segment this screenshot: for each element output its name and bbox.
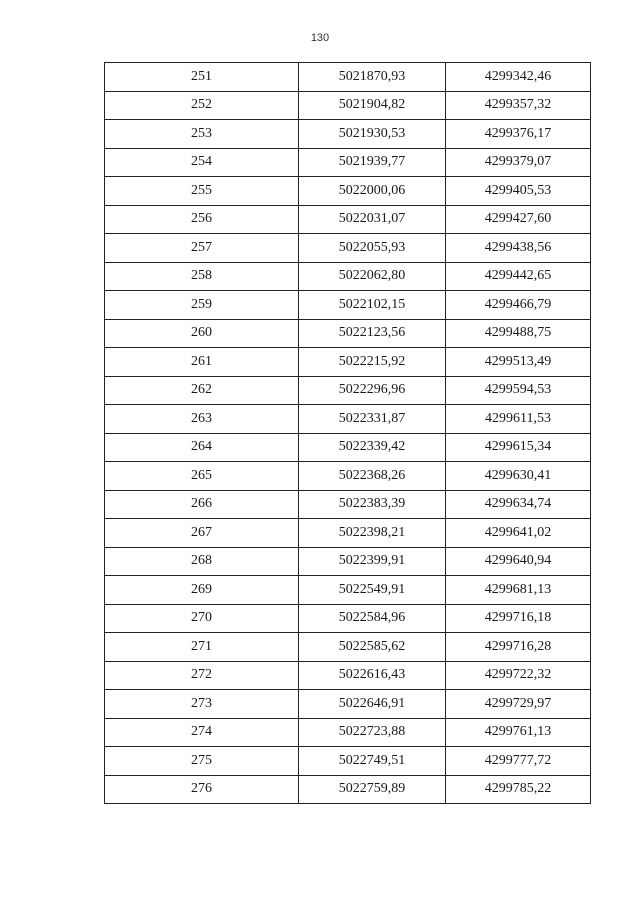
x-coordinate-cell: 5022296,96 — [299, 376, 446, 405]
point-number-cell: 251 — [105, 63, 299, 92]
point-number-cell: 256 — [105, 205, 299, 234]
x-coordinate-cell: 5022062,80 — [299, 262, 446, 291]
point-number-cell: 261 — [105, 348, 299, 377]
table-row — [105, 262, 591, 291]
table-row — [105, 205, 591, 234]
x-coordinate-cell: 5022339,42 — [299, 433, 446, 462]
y-coordinate-cell: 4299342,46 — [446, 63, 591, 92]
y-coordinate-cell: 4299379,07 — [446, 148, 591, 177]
x-coordinate-cell: 5022585,62 — [299, 633, 446, 662]
table-row — [105, 633, 591, 662]
page-number: 130 — [310, 32, 330, 44]
y-coordinate-cell: 4299405,53 — [446, 177, 591, 206]
x-coordinate-cell: 5022646,91 — [299, 690, 446, 719]
x-coordinate-cell: 5022399,91 — [299, 547, 446, 576]
point-number-cell: 252 — [105, 91, 299, 120]
table-row — [105, 234, 591, 263]
x-coordinate-cell: 5022000,06 — [299, 177, 446, 206]
y-coordinate-cell: 4299785,22 — [446, 775, 591, 804]
x-coordinate-cell: 5022055,93 — [299, 234, 446, 263]
point-number-cell: 274 — [105, 718, 299, 747]
x-coordinate-cell: 5021930,53 — [299, 120, 446, 149]
table-row — [105, 547, 591, 576]
y-coordinate-cell: 4299427,60 — [446, 205, 591, 234]
y-coordinate-cell: 4299594,53 — [446, 376, 591, 405]
table-row — [105, 376, 591, 405]
x-coordinate-cell: 5022215,92 — [299, 348, 446, 377]
point-number-cell: 264 — [105, 433, 299, 462]
table-row — [105, 462, 591, 491]
point-number-cell: 276 — [105, 775, 299, 804]
point-number-cell: 263 — [105, 405, 299, 434]
point-number-cell: 272 — [105, 661, 299, 690]
y-coordinate-cell: 4299513,49 — [446, 348, 591, 377]
point-number-cell: 253 — [105, 120, 299, 149]
x-coordinate-cell: 5022584,96 — [299, 604, 446, 633]
x-coordinate-cell: 5022123,56 — [299, 319, 446, 348]
y-coordinate-cell: 4299438,56 — [446, 234, 591, 263]
point-number-cell: 266 — [105, 490, 299, 519]
x-coordinate-cell: 5022031,07 — [299, 205, 446, 234]
y-coordinate-cell: 4299716,18 — [446, 604, 591, 633]
x-coordinate-cell: 5022368,26 — [299, 462, 446, 491]
point-number-cell: 267 — [105, 519, 299, 548]
y-coordinate-cell: 4299442,65 — [446, 262, 591, 291]
y-coordinate-cell: 4299630,41 — [446, 462, 591, 491]
point-number-cell: 254 — [105, 148, 299, 177]
point-number-cell: 258 — [105, 262, 299, 291]
x-coordinate-cell: 5022759,89 — [299, 775, 446, 804]
coordinates-table-body — [105, 63, 591, 804]
point-number-cell: 269 — [105, 576, 299, 605]
x-coordinate-cell: 5022549,91 — [299, 576, 446, 605]
table-row — [105, 433, 591, 462]
point-number-cell: 275 — [105, 747, 299, 776]
y-coordinate-cell: 4299761,13 — [446, 718, 591, 747]
x-coordinate-cell: 5021939,77 — [299, 148, 446, 177]
x-coordinate-cell: 5022102,15 — [299, 291, 446, 320]
table-row — [105, 120, 591, 149]
y-coordinate-cell: 4299466,79 — [446, 291, 591, 320]
point-number-cell: 262 — [105, 376, 299, 405]
y-coordinate-cell: 4299641,02 — [446, 519, 591, 548]
table-row — [105, 63, 591, 92]
table-row — [105, 91, 591, 120]
table-row — [105, 348, 591, 377]
y-coordinate-cell: 4299722,32 — [446, 661, 591, 690]
y-coordinate-cell: 4299729,97 — [446, 690, 591, 719]
table-row — [105, 690, 591, 719]
table-row — [105, 775, 591, 804]
table-row — [105, 319, 591, 348]
point-number-cell: 268 — [105, 547, 299, 576]
table-row — [105, 177, 591, 206]
x-coordinate-cell: 5021904,82 — [299, 91, 446, 120]
x-coordinate-cell: 5022331,87 — [299, 405, 446, 434]
y-coordinate-cell: 4299640,94 — [446, 547, 591, 576]
table-row — [105, 604, 591, 633]
point-number-cell: 265 — [105, 462, 299, 491]
point-number-cell: 270 — [105, 604, 299, 633]
x-coordinate-cell: 5022616,43 — [299, 661, 446, 690]
y-coordinate-cell: 4299716,28 — [446, 633, 591, 662]
table-row — [105, 661, 591, 690]
coordinates-table — [104, 62, 591, 804]
table-row — [105, 747, 591, 776]
x-coordinate-cell: 5022749,51 — [299, 747, 446, 776]
table-row — [105, 490, 591, 519]
table-row — [105, 291, 591, 320]
point-number-cell: 273 — [105, 690, 299, 719]
y-coordinate-cell: 4299777,72 — [446, 747, 591, 776]
y-coordinate-cell: 4299611,53 — [446, 405, 591, 434]
table-row — [105, 576, 591, 605]
x-coordinate-cell: 5022398,21 — [299, 519, 446, 548]
point-number-cell: 255 — [105, 177, 299, 206]
point-number-cell: 260 — [105, 319, 299, 348]
point-number-cell: 259 — [105, 291, 299, 320]
table-row — [105, 405, 591, 434]
x-coordinate-cell: 5022383,39 — [299, 490, 446, 519]
x-coordinate-cell: 5022723,88 — [299, 718, 446, 747]
x-coordinate-cell: 5021870,93 — [299, 63, 446, 92]
y-coordinate-cell: 4299681,13 — [446, 576, 591, 605]
y-coordinate-cell: 4299615,34 — [446, 433, 591, 462]
y-coordinate-cell: 4299376,17 — [446, 120, 591, 149]
y-coordinate-cell: 4299634,74 — [446, 490, 591, 519]
y-coordinate-cell: 4299357,32 — [446, 91, 591, 120]
y-coordinate-cell: 4299488,75 — [446, 319, 591, 348]
point-number-cell: 257 — [105, 234, 299, 263]
table-row — [105, 148, 591, 177]
table-row — [105, 718, 591, 747]
table-row — [105, 519, 591, 548]
point-number-cell: 271 — [105, 633, 299, 662]
